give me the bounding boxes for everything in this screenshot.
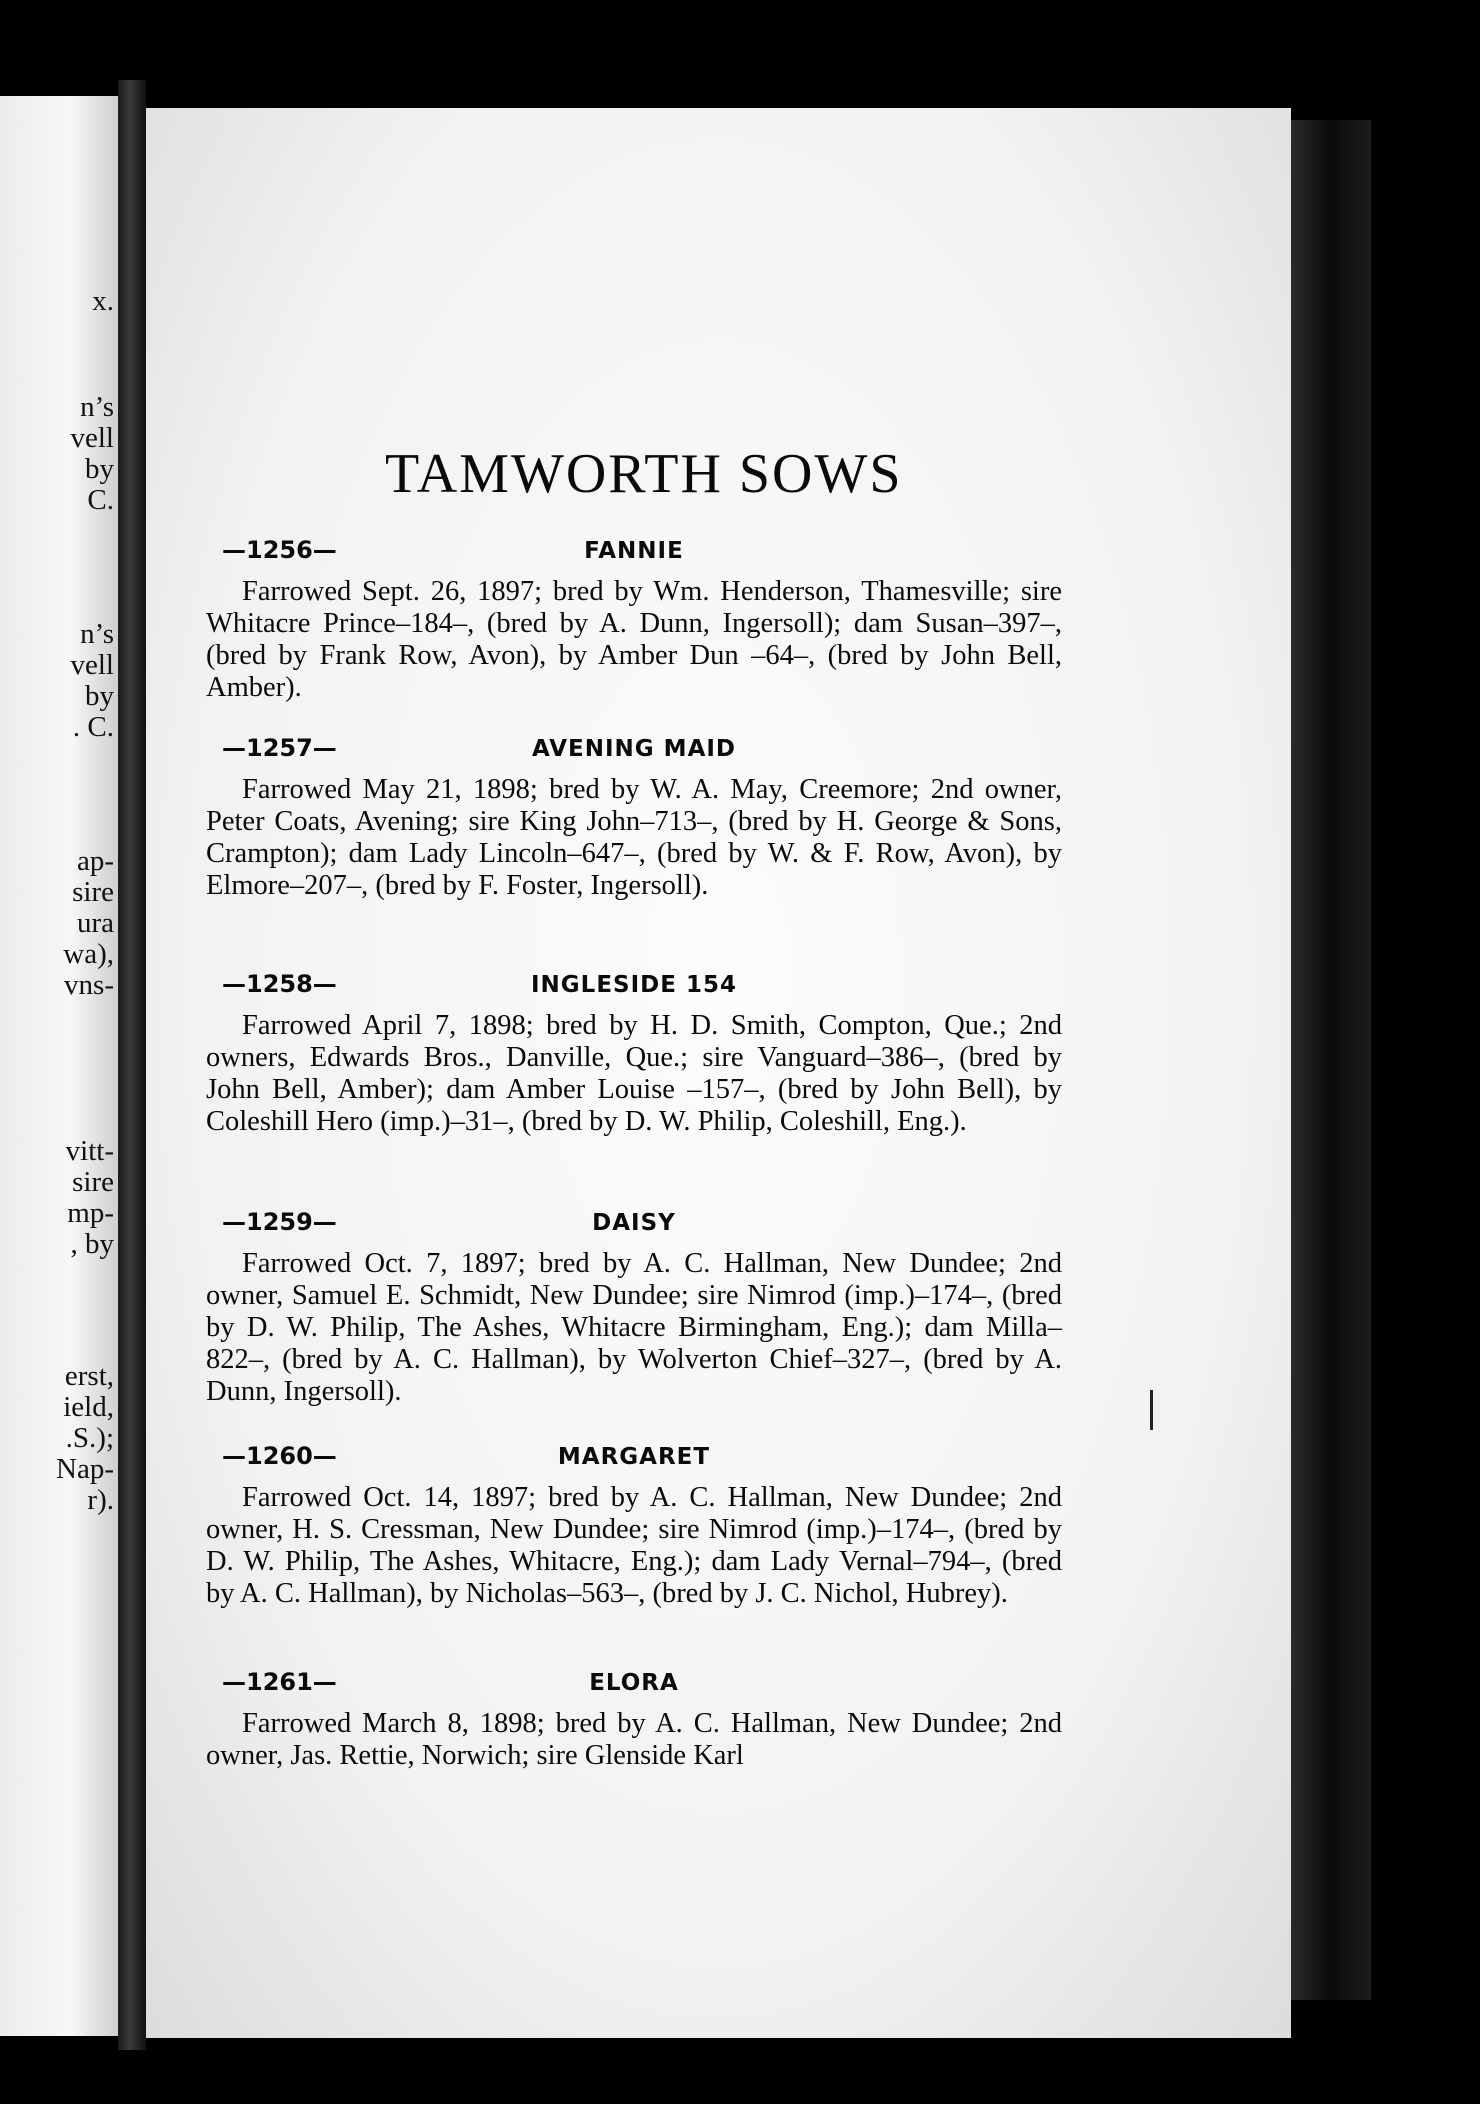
left-page-fragment: vitt- [65,1135,114,1167]
left-page-fragment: .S.); [65,1422,114,1454]
entry-number: —1258— [222,970,337,998]
entry-number: —1257— [222,734,337,762]
entry-name: FANNIE [584,538,684,564]
left-page-fragment: erst, [64,1360,114,1392]
left-page-fragment: sire [72,1166,114,1198]
entry-text: Farrowed Oct. 7, 1897; bred by A. C. Hallman, New Dundee; 2nd owner, Samuel E. Schmidt, New Dundee; sire Nimrod (imp.)–174–, (bred by D. W. Philip, The Ashes, Whitacre Birmingham, Eng.); dam Milla–822–, (bred by A. C. Hallman), by Wolverton Chief–327–, (bred by A. Dunn, Ingersoll). [206,1248,1062,1407]
left-page-fragment: mp- [67,1197,114,1229]
left-page-fragment: ap- [76,845,114,877]
page-edge-shadow [1291,120,1371,2000]
entry-header [206,1442,1062,1482]
entry-text: Farrowed March 8, 1898; bred by A. C. Hallman, New Dundee; 2nd owner, Jas. Rettie, Norwich; sire Glenside Karl [206,1708,1062,1771]
entry-number: —1259— [222,1208,337,1236]
entry-header [206,1208,1062,1248]
left-page-fragment: wa), [63,938,114,970]
margin-mark [1150,1390,1153,1430]
left-page-edge [0,96,118,2036]
left-page-fragment: C. [87,484,114,516]
left-page-fragment: n’s [80,618,114,650]
left-page-fragment: sire [72,876,114,908]
pedigree-entry [206,1442,1062,1610]
entry-header [206,734,1062,774]
entry-header [206,536,1062,576]
left-page-fragment: n’s [80,391,114,423]
pedigree-entry [206,734,1062,902]
left-page-fragment: . C. [72,711,114,743]
left-page-fragment: vell [70,422,114,454]
page-title: TAMWORTH SOWS [385,443,903,505]
entry-name: DAISY [592,1210,676,1236]
book-gutter [118,80,146,2050]
left-page-fragment: by [85,680,114,712]
entry-text: Farrowed Oct. 14, 1897; bred by A. C. Hallman, New Dundee; 2nd owner, H. S. Cressman, New Dundee; sire Nimrod (imp.)–174–, (bred by D. W. Philip, The Ashes, Whitacre, Eng.); dam Lady Vernal–794–, (bred by A. C. Hallman), by Nicholas–563–, (bred by J. C. Nichol, Hubrey). [206,1482,1062,1609]
left-page-fragment: x. [92,285,114,317]
entry-text: Farrowed May 21, 1898; bred by W. A. May, Creemore; 2nd owner, Peter Coats, Avening; sire King John–713–, (bred by H. George & Sons, Crampton); dam Lady Lincoln–647–, (bred by W. & F. Row, Avon), by Elmore–207–, (bred by F. Foster, Ingersoll). [206,774,1062,901]
left-page-fragment: vns- [64,969,114,1001]
entry-header [206,970,1062,1010]
left-page-fragment: vell [70,649,114,681]
entry-text: Farrowed Sept. 26, 1897; bred by Wm. Henderson, Thamesville; sire Whitacre Prince–184–, (bred by A. Dunn, Ingersoll); dam Susan–397–, (bred by Frank Row, Avon), by Amber Dun –64–, (bred by John Bell, Amber). [206,576,1062,703]
entry-text: Farrowed April 7, 1898; bred by H. D. Smith, Compton, Que.; 2nd owners, Edwards Bros., Danville, Que.; sire Vanguard–386–, (bred by John Bell, Amber); dam Amber Louise –157–, (bred by John Bell), by Coleshill Hero (imp.)–31–, (bred by D. W. Philip, Coleshill, Eng.). [206,1010,1062,1137]
pedigree-entry [206,1208,1062,1408]
left-page-fragment: , by [70,1228,114,1260]
entry-name: ELORA [589,1670,679,1696]
entry-number: —1261— [222,1668,337,1696]
pedigree-entry [206,536,1062,704]
left-page-fragment: ura [76,907,114,939]
entry-name: INGLESIDE 154 [531,972,737,998]
entry-number: —1260— [222,1442,337,1470]
pedigree-entry [206,970,1062,1138]
left-page-fragment: ield, [63,1391,114,1423]
left-page-fragment: Nap- [56,1453,114,1485]
entry-name: MARGARET [557,1444,711,1470]
entry-number: —1256— [222,536,337,564]
pedigree-entry [206,1668,1062,1772]
entry-name: AVENING MAID [531,736,737,762]
left-page-fragment: by [85,453,114,485]
left-page-fragment: r). [87,1484,114,1516]
entry-header [206,1668,1062,1708]
